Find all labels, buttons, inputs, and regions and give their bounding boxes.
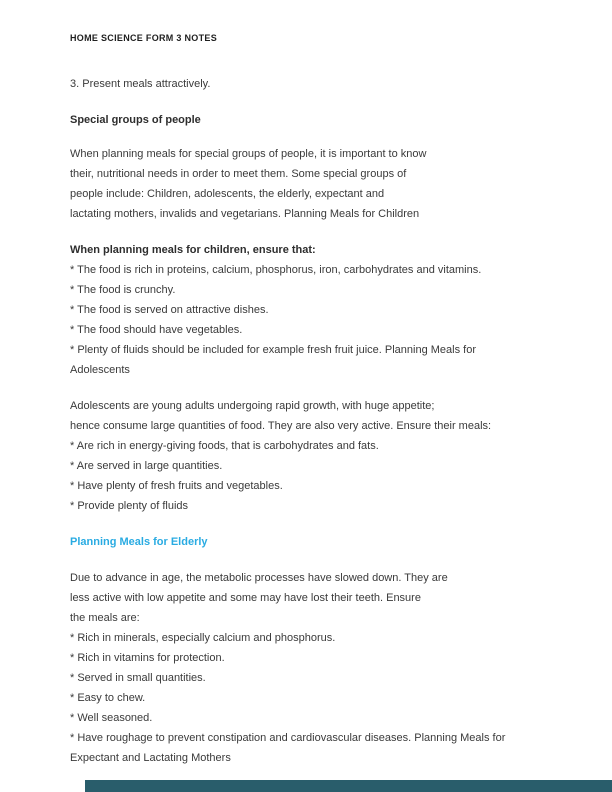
list-item: * Are rich in energy-giving foods, that is carbohydrates and fats.: [70, 440, 379, 452]
list-item: * The food should have vegetables.: [70, 324, 243, 336]
list-children: [70, 260, 542, 380]
heading-elderly: Planning Meals for Elderly: [70, 536, 208, 548]
paragraph-adolescents: [70, 396, 542, 436]
list-item-continuation: Adolescents: [70, 364, 130, 376]
paragraph-elderly: [70, 568, 542, 628]
text-line: Due to advance in age, the metabolic processes have slowed down. They are: [70, 572, 448, 584]
text-line: less active with low appetite and some may have lost their teeth. Ensure: [70, 592, 421, 604]
text-line: hence consume large quantities of food. They are also very active. Ensure their meals:: [70, 420, 492, 432]
text-line: people include: Children, adolescents, the elderly, expectant and: [70, 188, 385, 200]
list-item: * Rich in minerals, especially calcium and phosphorus.: [70, 632, 336, 644]
list-item: * Provide plenty of fluids: [70, 500, 189, 512]
list-item: * Easy to chew.: [70, 692, 146, 704]
list-elderly: [70, 628, 542, 768]
list-item: * Plenty of fluids should be included for example fresh fruit juice. Planning Meals for: [70, 344, 476, 356]
list-item: * Well seasoned.: [70, 712, 153, 724]
list-item-continuation: Expectant and Lactating Mothers: [70, 752, 231, 764]
paragraph-special-groups: [70, 144, 542, 224]
list-item: * The food is served on attractive dishes.: [70, 304, 269, 316]
text-line: the meals are:: [70, 612, 140, 624]
list-item: * Have plenty of fresh fruits and vegetables.: [70, 480, 283, 492]
document-header: HOME SCIENCE FORM 3 NOTES: [70, 33, 218, 43]
list-adolescents: [70, 436, 542, 516]
list-item: * The food is rich in proteins, calcium, phosphorus, iron, carbohydrates and vitamins.: [70, 264, 482, 276]
heading-children: When planning meals for children, ensure that:: [70, 244, 316, 256]
text-line: lactating mothers, invalids and vegetarians. Planning Meals for Children: [70, 208, 420, 220]
text-line: Adolescents are young adults undergoing rapid growth, with huge appetite;: [70, 400, 435, 412]
text-line: When planning meals for special groups of people, it is important to know: [70, 148, 427, 160]
list-item: * Served in small quantities.: [70, 672, 206, 684]
list-item: * Rich in vitamins for protection.: [70, 652, 225, 664]
list-item: * Are served in large quantities.: [70, 460, 223, 472]
footer-bar: [85, 780, 612, 792]
intro-line: 3. Present meals attractively.: [70, 78, 211, 90]
list-item: * The food is crunchy.: [70, 284, 176, 296]
list-item: * Have roughage to prevent constipation and cardiovascular diseases. Planning Meals for: [70, 732, 506, 744]
heading-special-groups: Special groups of people: [70, 114, 201, 126]
text-line: their, nutritional needs in order to meet them. Some special groups of: [70, 168, 407, 180]
